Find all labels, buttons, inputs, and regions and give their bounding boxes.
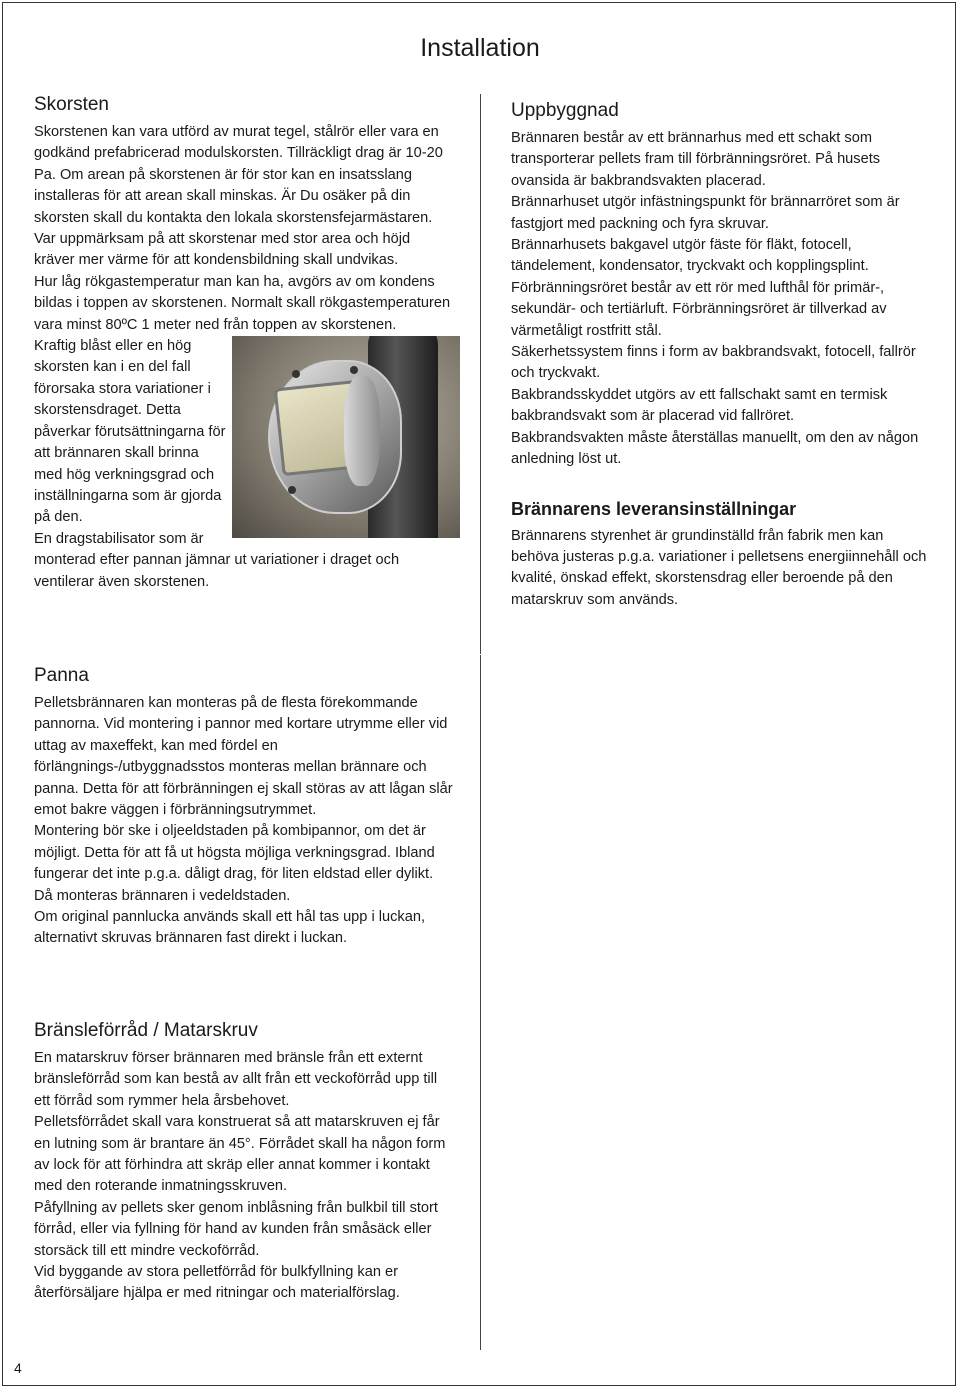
leverans-heading: Brännarens leveransinställningar [511,498,797,519]
uppbyggnad-heading: Uppbyggnad [511,100,619,121]
bransle-paragraph: Påfyllning av pellets sker genom inblåsning från bulkbil till stort förråd, eller via fyllning för hand av kunden från småsäck eller storsäck till ett mindre veckoförråd. [34,1199,438,1259]
panna-paragraph: Om original pannlucka används skall ett hål tas upp i luckan, alternativt skruvas brännaren fast direkt i luckan. [34,909,426,947]
bransle-paragraph: En matarskruv förser brännaren med bränsle från ett externt bränsleförråd som kan bestå av allt från ett veckoförråd upp till ett förråd som rymmer hela årsbehovet. [34,1050,438,1109]
uppbyggnad-paragraph: Bakbrandsskyddet utgörs av ett fallschakt samt en termisk bakbrandsvakt som är placerad vid fallröret. [511,386,888,425]
page-title: Installation [420,34,540,62]
page-number: 4 [14,1360,22,1376]
section-panna [34,665,454,950]
skorsten-paragraph: Var uppmärksam på att skorstenar med stor area och höjd kräver mer värme för att kondensbildning skall undvikas. [34,231,411,269]
uppbyggnad-paragraph: Säkerhetssystem finns i form av bakbrandsvakt, fotocell, fallrör och tryckvakt. [511,344,916,382]
skorsten-paragraph: Hur låg rökgastemperatur man kan ha, avgörs av om kondens bildas i toppen av skorstenen. Normalt skall rökgastemperaturen vara minst 80ºC 1 meter ned från toppen av skorstenen. [34,273,451,333]
panna-paragraph: Montering bör ske i oljeeldstaden på kombipannor, om det är möjligt. Detta för att få ut högsta möjliga verkningsgrad. Ibland fungerar det inte p.g.a. dåligt drag, för liten eldstad eller dylikt. Då monteras brännaren i vedeldstaden. [34,823,435,904]
skorsten-paragraph: En dragstabilisator som är monterad efter pannan jämnar ut variationer i draget och ventilerar även skorstenen. [34,530,400,590]
bransle-heading: Bränsleförråd / Matarskruv [34,1020,258,1041]
uppbyggnad-paragraph: Bakbrandsvakten måste återställas manuellt, om den av någon anledning löst ut. [511,429,919,468]
uppbyggnad-paragraph: Brännarhuset utgör infästningspunkt för brännarröret som är fastgjort med packning och fyra skruvar. [511,194,900,232]
uppbyggnad-paragraph: Förbränningsröret består av ett rör med lufthål för primär-, sekundär- och tertiärluft. Förbränningsröret är tillverkad av värmetåligt rostfritt stål. [511,279,887,339]
column-divider-lower [480,655,481,1350]
uppbyggnad-paragraph: Brännarhusets bakgavel utgör fäste för fläkt, fotocell, tändelement, kondensator, tryckvakt och kopplingsplint. [511,237,869,275]
skorsten-paragraph: Kraftig blåst eller en hög skorsten kan i en del fall förorsaka stora variationer i skorstensdraget. Detta påverkar förutsättningarna för att brännaren skall brinna med hög verkningsgrad och inställningarna som är gjorda på den. [34,338,226,526]
panna-paragraph: Pelletsbrännaren kan monteras på de flesta förekommande pannorna. Vid montering i pannor med kortare utrymme eller vid uttag av maxeffekt, kan med fördel en förlängnings-/utbyggnadsstos monteras mellan brännare och panna. Detta för att förbränningen ej skall störas av att lågan slår emot bakre väggen i förbränningsutrymmet. [34,695,453,819]
leverans-paragraph: Brännarens styrenhet är grundinställd från fabrik men kan behöva justeras p.g.a. variationer i pelletsens energiinnehåll och kvalité, önskad effekt, skorstensdrag eller beroende på den matarskruv som används. [511,527,927,608]
panna-heading: Panna [34,665,89,686]
right-column [511,100,931,611]
section-bransle [34,1020,454,1305]
bransle-paragraph: Pelletsförrådet skall vara konstruerat så att matarskruven ej får en lutning som är brantare än 45°. Förrådet skall ha någon form av lock för att förhindra att skräp eller annat kommer i kontakt med den roterande inmatningsskruven. [34,1114,446,1195]
skorsten-heading: Skorsten [34,94,109,115]
burner-photo [232,336,460,538]
bransle-paragraph: Vid byggande av stora pelletförråd för bulkfyllning kan er återförsäljare hjälpa er med ritningar och materialförslag. [34,1264,400,1302]
column-divider [480,94,481,654]
skorsten-paragraph: Skorstenen kan vara utförd av murat tegel, stålrör eller vara en godkänd prefabricerad modulskorsten. Tillräckligt drag är 10-20 Pa. Om arean på skorstenen är för stor kan en insatsslang installeras för att arean skall minskas. Är Du osäker på din skorsten skall du kontakta den lokala skorstensfejarmästaren. [34,124,443,226]
uppbyggnad-paragraph: Brännaren består av ett brännarhus med ett schakt som transporterar pellets fram till förbränningsröret. På husets ovansida är bakbrandsvakten placerad. [511,130,881,189]
section-skorsten [34,94,454,593]
